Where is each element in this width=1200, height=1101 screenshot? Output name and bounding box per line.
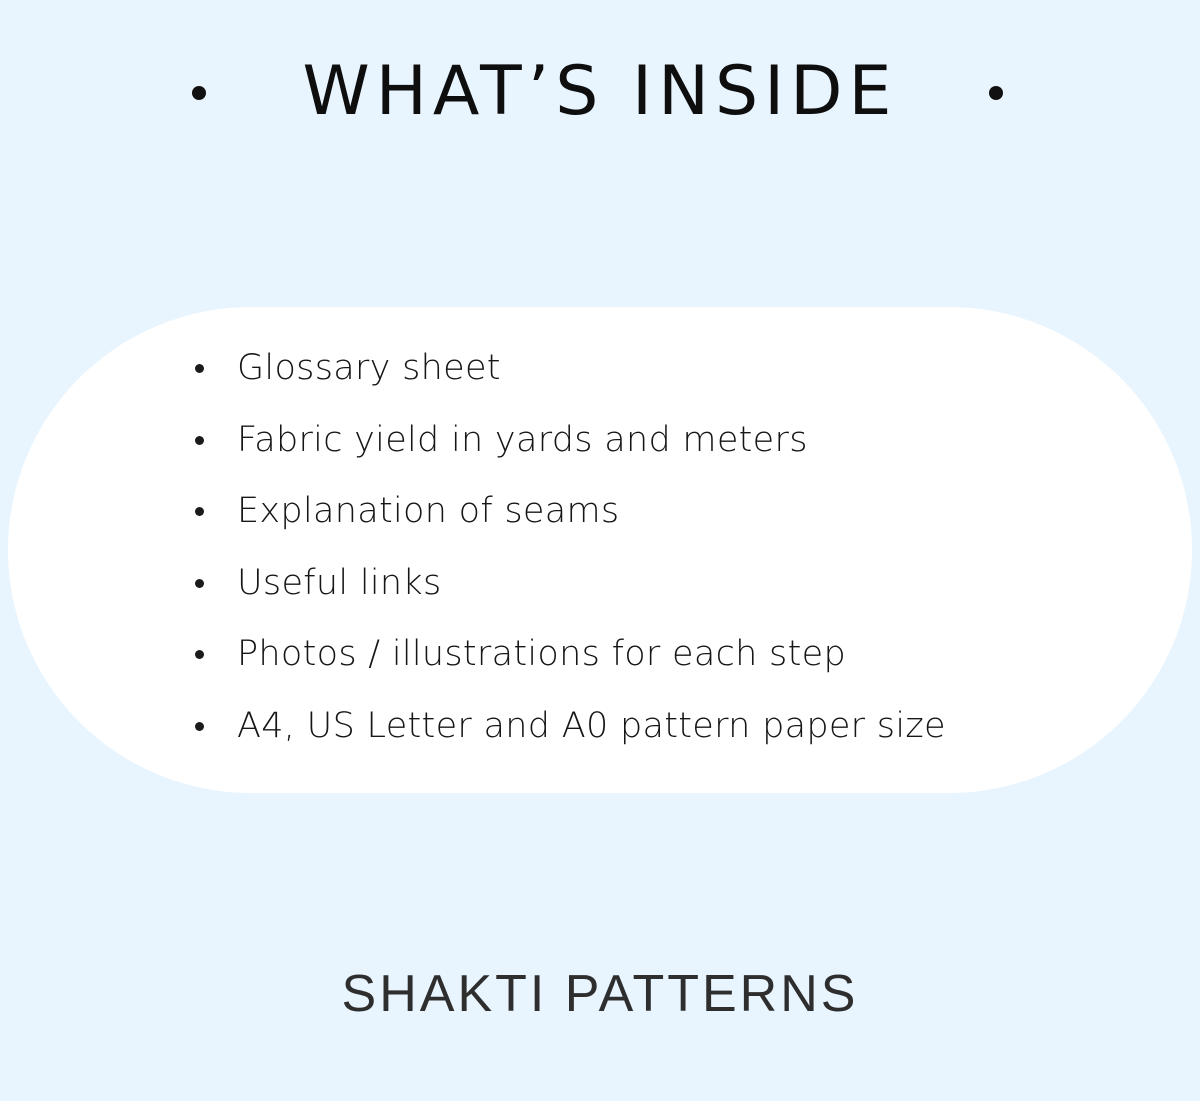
bullet-icon [195,579,204,588]
list-item [8,345,946,417]
bullet-icon [195,436,204,445]
contents-card [8,307,1192,793]
list-item-label: Explanation of seams [237,491,620,531]
list-item-label: Fabric yield in yards and meters [237,419,808,460]
list-item [8,560,946,632]
bullet-icon [195,722,204,731]
bullet-icon [195,364,204,373]
list-item [8,417,946,489]
list-item [8,631,946,703]
bullet-icon [195,507,204,516]
contents-list [8,345,946,774]
bullet-icon [195,650,204,659]
list-item-label: Useful links [237,562,442,603]
page-header [0,52,1200,132]
page-title: WHAT’S INSIDE [302,52,898,131]
list-item-label: A4, US Letter and A0 pattern paper size [237,705,946,746]
brand-name: SHAKTI PATTERNS [341,965,859,1023]
title-dot-right [989,86,1003,100]
list-item [8,488,946,560]
list-item [8,703,946,775]
list-item-label: Photos / illustrations for each step [237,634,846,674]
list-item-label: Glossary sheet [237,348,501,388]
